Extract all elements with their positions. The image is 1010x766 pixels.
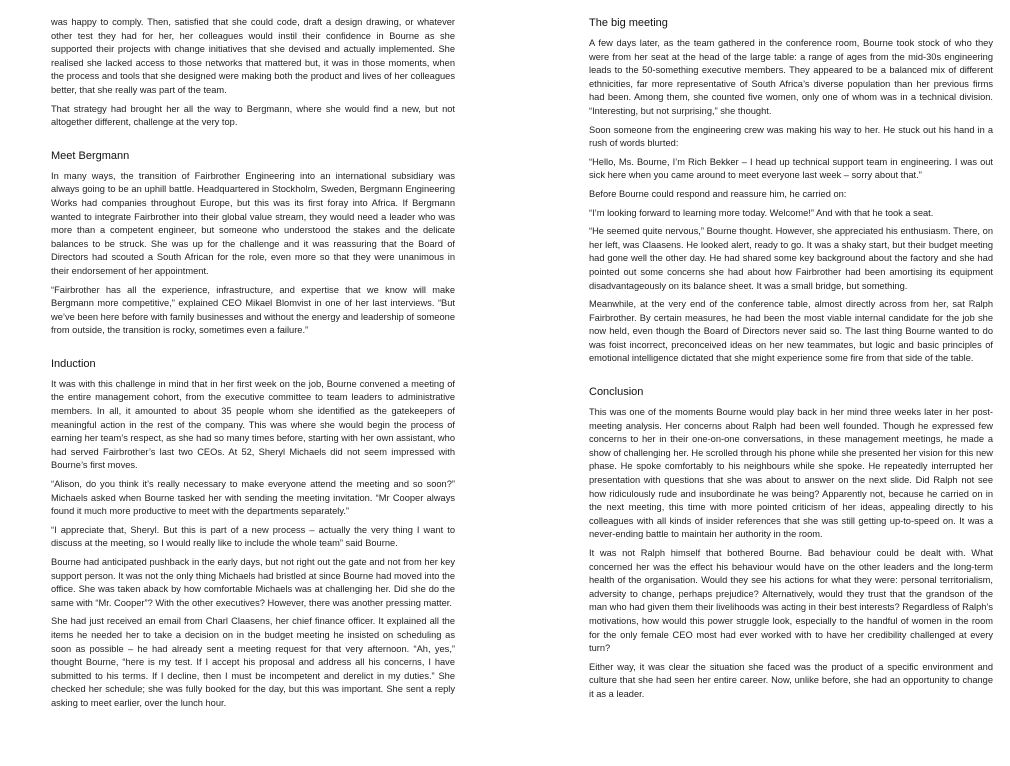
paragraph: A few days later, as the team gathered in the conference room, Bourne took stock of who they were from her seat at the head of the large table: a range of ages from the mid-30s engineering leads to the 50-something executive members. They appeared to be a balanced mix of different ethnicities, far more representative of South Africa’s diverse population than her previous firms had been. Among them, she counted five women, only one of whom was in a technical division. “Interesting, but not surprising,” she thought.: [589, 38, 993, 116]
paragraph: Bourne had anticipated pushback in the early days, but not right out the gate and not from her key support person. It was not the only thing Michaels had bristled at since Bourne had moved into the office. She was taken aback by how comfortable Michaels was at challenging her. Did she do the same with “Mr. Cooper”? With the other executives? However, there was another pressing matter.: [51, 557, 455, 608]
paragraph: Before Bourne could respond and reassure him, he carried on:: [589, 188, 847, 199]
paragraph: “Alison, do you think it’s really necessary to make everyone attend the meeting and so soon?” Michaels asked when Bourne tasked her with sending the meeting invitation. “Mr Cooper always found it much more productive to meet with the departments separately.”: [51, 479, 455, 517]
paragraph: “Fairbrother has all the experience, infrastructure, and expertise that we know will make Bergmann more competitive,” explained CEO Mikael Blomvist in one of her last interviews. “But we’ve been here before with family businesses and without the energy and leadership of someone from outside, the transition is rocky, sometimes even a failure.”: [51, 284, 455, 336]
paragraph: It was with this challenge in mind that in her first week on the job, Bourne convened a meeting of the entire management cohort, from the executive committee to team leaders to administrative members. In all, it amounted to about 35 people whom she identified as the gatekeepers of meaningful action in the rest of the company. This was where she would begin the process of earning her team’s respect, as she had so many times before, starting with her own assistant, who had served Fairbrother’s last two CEOs. At 52, Sheryl Michaels did not seem impressed with Bourne’s first moves.: [51, 378, 455, 471]
section-heading-big-meeting: The big meeting: [589, 17, 668, 29]
paragraph: She had just received an email from Charl Claasens, her chief finance officer. It explained all the items he needed her to take a decision on in the budget meeting he insisted on scheduling as soon as possible – he had already sent a meeting request for that very afternoon. “Ah, yes,” thought Bourne, “here is my test. If I accept his proposal and address all his concerns, I have submitted to his terms. If I decline, then I must be incompetent and derelict in my duties.” She checked her schedule; she was fully booked for the day, but this was important. She sent a reply asking to meet earlier, over the lunch hour.: [51, 616, 455, 708]
paragraph: Soon someone from the engineering crew was making his way to her. He stuck out his hand in a rush of words blurted:: [589, 124, 993, 149]
section-heading-conclusion: Conclusion: [589, 386, 644, 399]
paragraph: “I’m looking forward to learning more today. Welcome!” And with that he took a seat.: [589, 207, 934, 218]
paragraph: “Hello, Ms. Bourne, I’m Rich Bekker – I head up technical support team in engineering. I was out sick here when you came around to meet everyone last week – sorry about that.”: [589, 156, 993, 181]
section-heading-induction: Induction: [51, 357, 96, 370]
paragraph: Either way, it was clear the situation she faced was the product of a specific environment and culture that she had seen her entire career. Now, unlike before, she had an opportunity to change it as a leader.: [589, 661, 993, 699]
paragraph: That strategy had brought her all the way to Bergmann, where she would find a new, but not altogether different, challenge at the very top.: [51, 103, 455, 128]
section-heading-meet-bergmann: Meet Bergmann: [51, 149, 130, 162]
paragraph: Meanwhile, at the very end of the conference table, almost directly across from her, sat Ralph Fairbrother. By certain measures, he had been the most viable internal candidate for the job she now held, even though the Board of Directors never said so. The last thing Bourne wanted to do was foist incorrect, preconceived ideas on her new teammates, but logic and basic principles of emotional intelligence dictated that she might experience some fire from that side of the table.: [589, 299, 993, 364]
paragraph: was happy to comply. Then, satisfied that she could code, draft a design drawing, or whatever other test they had for her, her colleagues would instil their confidence in Bourne as she supported their projects with change initiatives that she devised and actually implemented. She realised she lacked access to those networks that mattered but, it was in those moments, when the process and tools that she designed were making both the product and lives of her colleagues better, that she really was part of the team.: [51, 17, 455, 95]
right-column: [589, 16, 993, 707]
paragraph: In many ways, the transition of Fairbrother Engineering into an international subsidiary was always going to be an uphill battle. Headquartered in Stockholm, Sweden, Bergmann Engineering Works had companies throughout Europe, but this was its first foray into Africa. If Bergmann wanted to integrate Fairbrother into their global value stream, they would need a leader who was more than a competent engineer, but someone who understood the stakes and the delicate balances to be struck. She was up for the challenge and it was reassuring that the Board of Directors had scouted a South African for the role, even more so that they were unanimous in their endorsement of her appointment.: [51, 170, 455, 276]
paragraph: It was not Ralph himself that bothered Bourne. Bad behaviour could be dealt with. What concerned her was the effect his behaviour would have on the other leaders and the long-term health of the organisation. Would they see his actions for what they were: personal territorialism, adversity to change, perhaps prejudice? Alternatively, would they trust that the grandson of the man who had given them their livelihoods was acting in their best interests? Regardless of Ralph’s motivations, how would this power struggle look, especially to the handful of women in the room for the only female CEO most had ever worked with to have her credibility challenged at every turn?: [589, 548, 993, 654]
paragraph: “I appreciate that, Sheryl. But this is part of a new process – actually the very thing I want to discuss at the meeting, so I would really like to include the whole team” said Bourne.: [51, 524, 455, 549]
left-column: [51, 16, 455, 716]
paragraph: This was one of the moments Bourne would play back in her mind three weeks later in her post-meeting analysis. Her concerns about Ralph had been well founded. Though he expressed few concerns to her in their one-on-one conversations, in these management meetings, he made a show of challenging her. He scrolled through his phone while she presented her vision for this new phase. He spoke comfortably to his neighbours while she spoke. He repeatedly interrupted her presentation with questions that she was about to answer on the next slide. Did Ralph not see how ridiculously rude and insubordinate he was being? Apparently not, because he carried on in the next meeting, this time with more pointed criticism of her ideas, appealing directly to his colleagues with all kinds of insider references that she was still getting up-to-speed on. It was a never-ending battle to maintain her authority in the room.: [589, 407, 993, 540]
paragraph: “He seemed quite nervous,” Bourne thought. However, she appreciated his enthusiasm. There, on her left, was Claasens. He looked alert, ready to go. It was a shaky start, but their budget meeting had gone well the other day. He had shared some key background about the factory and she had pointed out some concerns she had about how Fairbrother had been amortising its equipment disadvantageously on its balance sheet. It was a small bridge, but something.: [589, 226, 993, 291]
